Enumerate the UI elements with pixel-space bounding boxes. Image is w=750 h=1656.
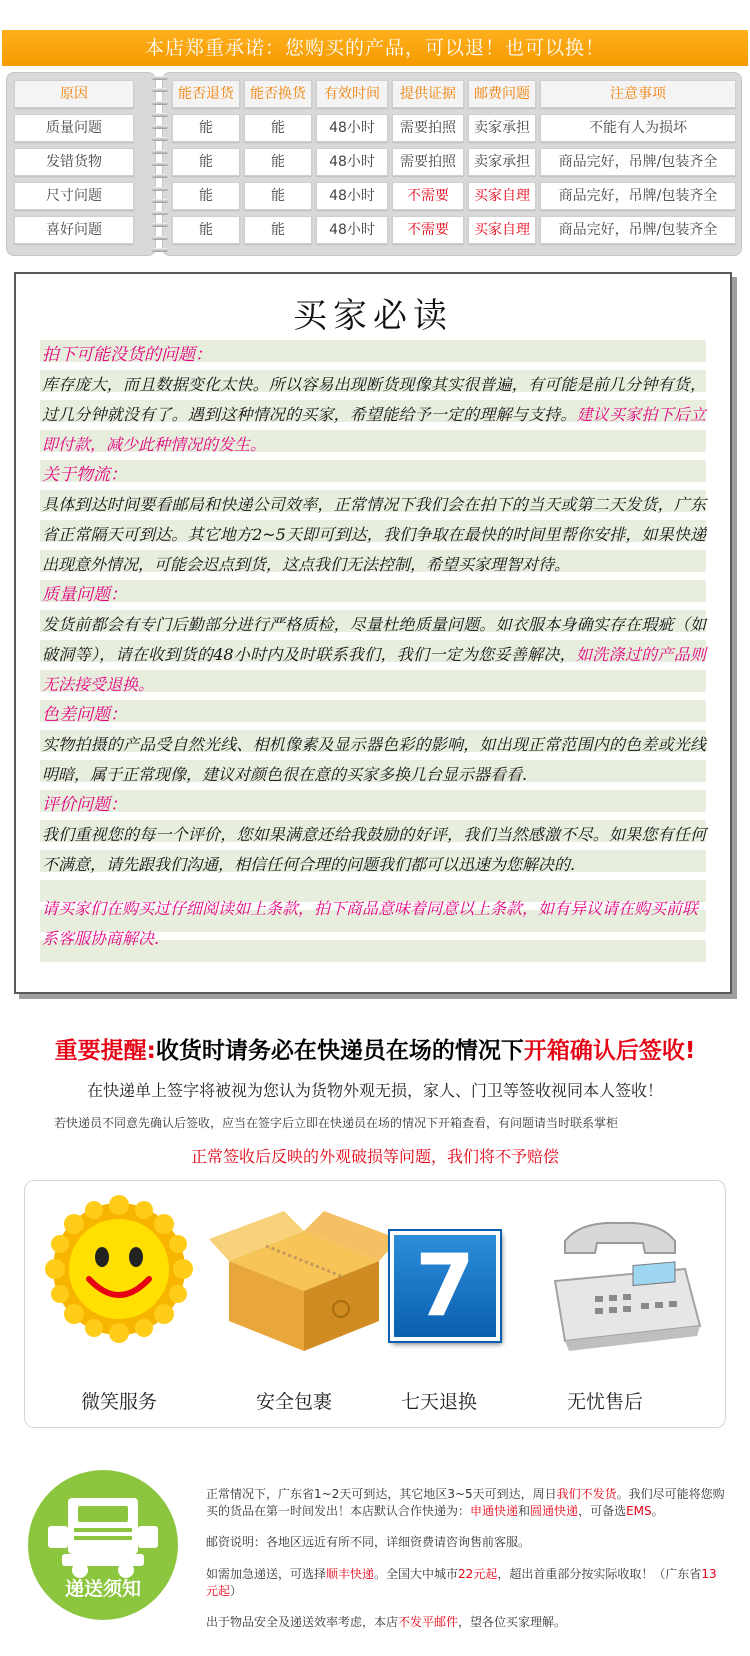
policy-cell: 商品完好，吊牌/包装齐全 [540, 182, 736, 210]
promise-banner [2, 30, 748, 66]
policy-header-cell: 邮费问题 [468, 80, 536, 108]
notice-body: 实物拍摄的产品受自然光线、相机像素及显示器色彩的影响，如出现正常范围内的色差或光线明暗，属于正常现像，建议对颜色很在意的买家多换几台显示器看看. [42, 735, 706, 784]
signing-reminder [0, 1032, 750, 1065]
reminder-line-2: 若快递员不同意先确认后签收，应当在签字后立即在快递员在场的情况下开箱查看，有问题请当时联系掌柜 [54, 1116, 619, 1130]
service-after-sales [525, 1191, 715, 1421]
reminder-line-1: 在快递单上签字将被视为您认为货物外观无损，家人、门卫等签收视同本人签收！ [86, 1081, 663, 1100]
policy-cell: 48小时 [316, 182, 388, 210]
service-smile [39, 1191, 199, 1421]
notice-section-color [42, 700, 706, 790]
policy-cell: 发错货物 [14, 148, 134, 176]
policy-cell: 质量问题 [14, 114, 134, 142]
policy-header-cell: 原因 [14, 80, 134, 108]
reminder-line-3: 正常签收后反映的外观破损等问题，我们将不予赔偿 [190, 1147, 559, 1166]
spiral-binding [152, 76, 168, 252]
delivery-paragraph-express: 如需加急递送，可选择顺丰快递。全国大中城市22元起，超出首重部分按实际收取！（广东省13元起） [206, 1567, 717, 1598]
policy-cell: 能 [244, 148, 312, 176]
notice-body: 发货前都会有专门后勤部分进行严格质检，尽量杜绝质量问题。如衣服本身确实存在瑕疵（如破洞等），请在收到货的48小时内及时联系我们，我们一定为您妥善解决，如洗涤过的产品则无法接受退换。 [42, 615, 706, 694]
policy-cell: 能 [172, 216, 240, 244]
policy-cell: 48小时 [316, 216, 388, 244]
notice-section-stock [42, 340, 706, 460]
notice-heading: 色差问题： [42, 705, 127, 725]
policy-cell: 能 [244, 114, 312, 142]
reminder-suffix: 开箱确认后签收! [523, 1038, 696, 1064]
policy-cell: 商品完好，吊牌/包装齐全 [540, 216, 736, 244]
policy-cell: 买家自理 [468, 216, 536, 244]
delivery-paragraph-shipping: 正常情况下，广东省1~2天可到达，其它地区3~5天可到达，周日我们不发货。我们尽可能将您购买的货品在第一时间发出！本店默认合作快递为：申通快递和圆通快递，可备选EMS。 [206, 1487, 725, 1518]
delivery-paragraph-no-post: 出于物品安全及递送效率考虑，本店不发平邮件，望各位买家理解。 [206, 1615, 567, 1629]
policy-cell: 买家自理 [468, 182, 536, 210]
policy-cell: 喜好问题 [14, 216, 134, 244]
notice-body: 库存庞大，而且数据变化太快。所以容易出现断货现像其实很普遍，有可能是前几分钟有货，过几分钟就没有了。遇到这种情况的买家，希望能给予一定的理解与支持。建议买家拍下后立即付款，减少此种情况的发生。 [42, 375, 706, 454]
policy-cell: 48小时 [316, 114, 388, 142]
policy-cell: 不需要 [392, 182, 464, 210]
notice-section-review [42, 790, 706, 880]
notice-closing: 请买家们在购买过仔细阅读如上条款，拍下商品意味着同意以上条款，如有异议请在购买前联系客服协商解决. [42, 899, 699, 948]
policy-cell: 尺寸问题 [14, 182, 134, 210]
notice-heading: 评价问题： [42, 795, 127, 815]
return-policy-table [6, 72, 742, 256]
policy-header-cell: 提供证据 [392, 80, 464, 108]
notice-body: 我们重视您的每一个评价，您如果满意还给我鼓励的好评，我们当然感激不尽。如果您有任何不满意，请先跟我们沟通，相信任何合理的问题我们都可以迅速为您解决的. [42, 825, 706, 874]
buyer-notice-card [14, 272, 732, 994]
delivery-title: 递送须知 [64, 1578, 141, 1600]
policy-cell: 能 [172, 114, 240, 142]
reminder-middle: 收货时请务必在快递员在场的情况下 [155, 1038, 524, 1064]
delivery-badge [28, 1470, 178, 1620]
policy-header-cell: 注意事项 [540, 80, 736, 108]
policy-header-cell: 能否退货 [172, 80, 240, 108]
smiley-sun-icon [39, 1191, 199, 1361]
policy-cell: 能 [244, 216, 312, 244]
notice-section-quality [42, 580, 706, 700]
policy-cell: 48小时 [316, 148, 388, 176]
policy-cell: 卖家承担 [468, 114, 536, 142]
delivery-paragraph-postage: 邮资说明：各地区远近有所不同，详细资费请咨询售前客服。 [206, 1535, 531, 1549]
policy-cell: 不需要 [392, 216, 464, 244]
telephone-icon [525, 1191, 715, 1361]
policy-cell: 能 [244, 182, 312, 210]
policy-cell: 能 [172, 148, 240, 176]
policy-cell: 不能有人为损坏 [540, 114, 736, 142]
service-label: 微笑服务 [80, 1391, 157, 1413]
policy-header-cell: 有效时间 [316, 80, 388, 108]
notice-heading: 关于物流： [42, 465, 127, 485]
service-guarantees [24, 1180, 726, 1428]
reminder-prefix: 重要提醒: [54, 1038, 156, 1064]
seven-day-return-icon: 7 [390, 1231, 500, 1341]
notice-heading: 拍下可能没货的问题： [42, 345, 212, 365]
service-label: 无忧售后 [566, 1391, 643, 1413]
notice-section-logistics [42, 460, 706, 580]
policy-cell: 商品完好，吊牌/包装齐全 [540, 148, 736, 176]
service-label: 安全包裹 [255, 1391, 332, 1413]
policy-header-cell: 能否换货 [244, 80, 312, 108]
service-seven-day [359, 1191, 519, 1421]
policy-cell: 能 [172, 182, 240, 210]
policy-cell: 需要拍照 [392, 114, 464, 142]
policy-cell: 卖家承担 [468, 148, 536, 176]
service-label: 七天退换 [400, 1391, 477, 1413]
notice-heading: 质量问题： [42, 585, 127, 605]
promise-banner-text: 本店郑重承诺：您购买的产品，可以退！也可以换！ [144, 37, 605, 59]
notice-body: 具体到达时间要看邮局和快递公司效率，正常情况下我们会在拍下的当天或第二天发货，广东省正常隔天可到达。其它地方2~5天即可到达，我们争取在最快的时间里帮你安排，如果快递出现意外情况，可能会迟点到货，这点我们无法控制，希望买家理智对待。 [42, 495, 706, 574]
notice-title: 买家必读 [293, 296, 453, 336]
policy-cell: 需要拍照 [392, 148, 464, 176]
